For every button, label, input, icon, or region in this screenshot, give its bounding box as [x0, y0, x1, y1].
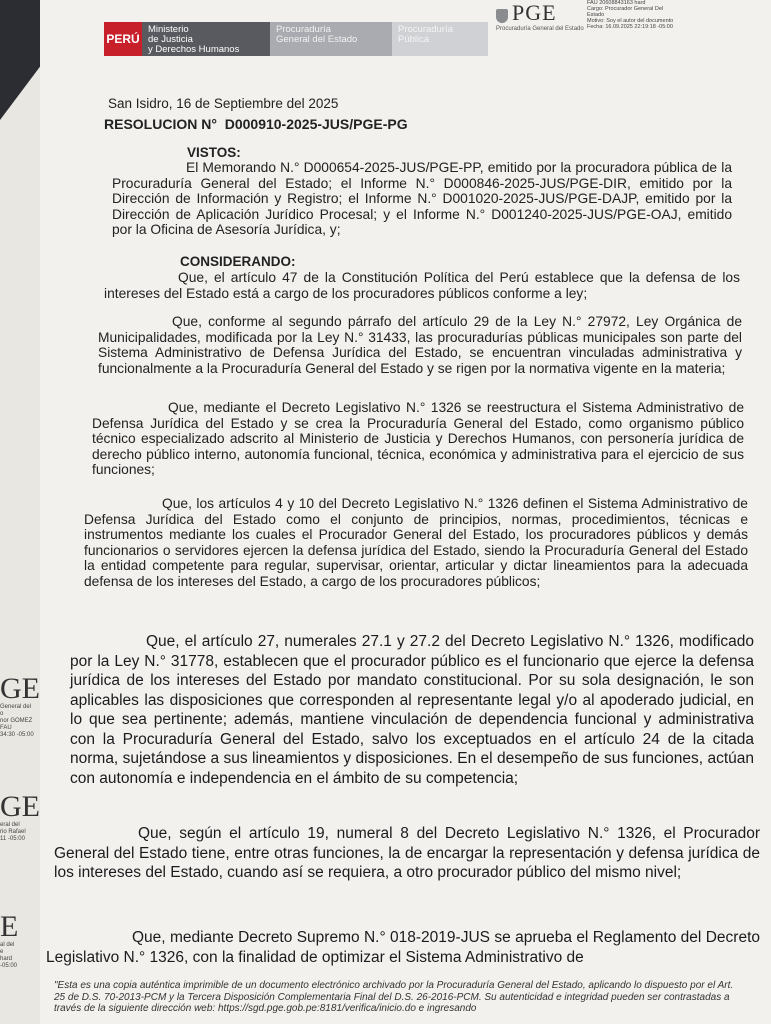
stamp-logo: GE: [0, 790, 40, 823]
considerando-paragraph-3: Que, mediante el Decreto Legislativo N.° 1326 se reestructura el Sistema Administrativo de Defensa Jurídica del Estado y se crea la Procuraduría General del Estado, como organismo público técnico especializado adscrito al Ministerio de Justicia y Derechos Humanos, con personería jurídica de derecho público interno, autonomía funcional, técnica, económica y administrativa para el ejercicio de sus funciones;: [92, 400, 744, 478]
considerando-paragraph-2: Que, conforme al segundo párrafo del artículo 29 de la Ley N.° 27972, Ley Orgánica de Municipalidades, modificada por la Ley N.° 31433, las procuradurías públicas municipales son parte del Sistema Administrativo de Defensa Jurídica del Estado, se encuentran vinculadas administrativa y funcionalmente a la Procuraduría General del Estado y se rigen por la normativa vigente en la materia;: [98, 314, 742, 376]
stamp-line: General del: [0, 704, 32, 710]
considerando-paragraph-1: Que, el artículo 47 de la Constitución Política del Perú establece que la defensa de los intereses del Estado está a cargo de los procuradores públicos conforme a ley;: [104, 270, 740, 301]
resolution-number: D000910-2025-JUS/PGE-PG: [224, 116, 408, 132]
peru-badge: PERÚ: [104, 22, 142, 56]
considerando-paragraph-6: Que, según el artículo 19, numeral 8 del Decreto Legislativo N.° 1326, el Procurador General del Estado tiene, entre otras funciones, la de encargar la representación y defensa jurídica de los intereses del Estado, cuando así se requiera, a otro procurador público del mismo nivel;: [54, 825, 760, 881]
dependency-line: Procuraduría: [398, 24, 453, 35]
signature-line: Estado: [587, 12, 605, 18]
shield-icon: [496, 9, 508, 23]
signature-stamp-1: [0, 674, 40, 739]
stamp-line: eral del: [0, 822, 20, 828]
pge-logo: [496, 0, 584, 32]
dependency-block: [392, 22, 488, 56]
pge-subtitle: Procuraduría General del Estado: [496, 26, 584, 32]
stamp-logo: E: [0, 910, 19, 943]
ministry-block: [142, 22, 270, 56]
signature-line: FAU 20608843163 hard: [587, 0, 646, 6]
signature-line: Motivo: Soy el autor del documento: [587, 18, 674, 24]
ministry-line: de Justicia: [148, 34, 193, 45]
signature-line: Cargo: Procurador General Del: [587, 6, 664, 12]
document-page: [40, 0, 771, 1024]
considerando-paragraph-7: Que, mediante Decreto Supremo N.° 018-2019-JUS se aprueba el Reglamento del Decreto Legislativo N.° 1326, con la finalidad de optimizar el Sistema Administrativo de: [46, 929, 760, 966]
stamp-line: rio Rafael: [0, 829, 26, 835]
stamp-line: nor GOMEZ: [0, 718, 33, 724]
vistos-paragraph: El Memorando N.° D000654-2025-JUS/PGE-PP, emitido por la procuradora pública de la Procuraduría General del Estado; el Informe N.° D000846-2025-JUS/PGE-DIR, emitido por la Dirección de Información y Registro; el Informe N.° D001020-2025-JUS/PGE-DAJP, emitido por la Dirección de Aplicación Jurídico Procesal; y el Informe N.° D001240-2025-JUS/PGE-OAJ, emitido por la Oficina de Asesoría Jurídica, y;: [112, 160, 732, 238]
header-bar: [104, 22, 488, 62]
procuraduria-block: [270, 22, 392, 56]
stamp-line: al del: [0, 942, 15, 948]
vistos-heading: VISTOS:: [187, 145, 241, 160]
authenticity-footnote: "Esta es una copia auténtica imprimible de un documento electrónico archivado por la Procuraduría General del Estado, aplicando lo dispuesto por el Art. 25 de D.S. 70-2013-PCM y la Tercera Disposición Complementaria Final del D.S. 26-2016-PCM. Su autenticidad e integridad pueden ser contrastadas a través de la siguiente dirección web: https://sgd.pge.gob.pe:8181/verifica/inicio.do e ingresando: [54, 980, 734, 1014]
stamp-logo: GE: [0, 672, 40, 705]
stamp-line: -05:00: [0, 963, 18, 969]
resolution-label: RESOLUCION N°: [104, 116, 217, 132]
ministry-line: y Derechos Humanos: [148, 44, 240, 55]
stamp-line: 34:30 -05:00: [0, 732, 34, 738]
stamp-line: FAU: [0, 725, 12, 731]
place-date: San Isidro, 16 de Septiembre del 2025: [108, 96, 339, 111]
procuraduria-line: General del Estado: [276, 34, 358, 45]
ministry-line: Ministerio: [148, 24, 189, 35]
stamp-line: o: [0, 711, 4, 717]
considerando-paragraph-5: Que, el artículo 27, numerales 27.1 y 27.2 del Decreto Legislativo N.° 1326, modificado por la Ley N.° 31778, establecen que el procurador público es el funcionario que ejerce la defensa jurídica de los intereses del Estado por mandato constitucional. Por su sola designación, le son aplicables las disposiciones que corresponden al representante legal y/o al apoderado judicial, en lo que sea pertinente; además, mantiene vinculación de dependencia funcional y administrativa con la Procuraduría General del Estado, salvo los exceptuados en el artículo 24 de la citada norma, sujetándose a sus lineamientos y disposiciones. En el desempeño de sus funciones, actúan con autonomía e independencia en el ámbito de su competencia;: [70, 633, 754, 787]
digital-signature-meta: [587, 0, 737, 30]
signature-stamp-2: [0, 792, 40, 843]
stamp-line: e: [0, 949, 4, 955]
signature-line: Fecha: 16.09.2025 22:19:18 -05:00: [587, 24, 673, 30]
pge-wordmark: PGE: [512, 0, 557, 25]
stamp-line: hard: [0, 956, 13, 962]
stamp-line: 11 -05:00: [0, 836, 25, 842]
dependency-line: Pública: [398, 34, 430, 45]
signature-stamp-3: [0, 912, 18, 970]
considerando-heading: CONSIDERANDO:: [180, 254, 296, 269]
procuraduria-line: Procuraduría: [276, 24, 331, 35]
resolution-title: [104, 116, 408, 133]
considerando-paragraph-4: Que, los artículos 4 y 10 del Decreto Legislativo N.° 1326 definen el Sistema Administrativo de Defensa Jurídica del Estado como el conjunto de principios, normas, procedimientos, técnicas e instrumentos mediante los cuales el Procurador General del Estado, los procuradores públicos y demás funcionarios o servidores ejercen la defensa jurídica del Estado, siendo la Procuraduría General del Estado la entidad competente para regular, supervisar, orientar, articular y dictar lineamientos para la adecuada defensa de los intereses del Estado, a cargo de los procuradores públicos;: [84, 496, 748, 589]
